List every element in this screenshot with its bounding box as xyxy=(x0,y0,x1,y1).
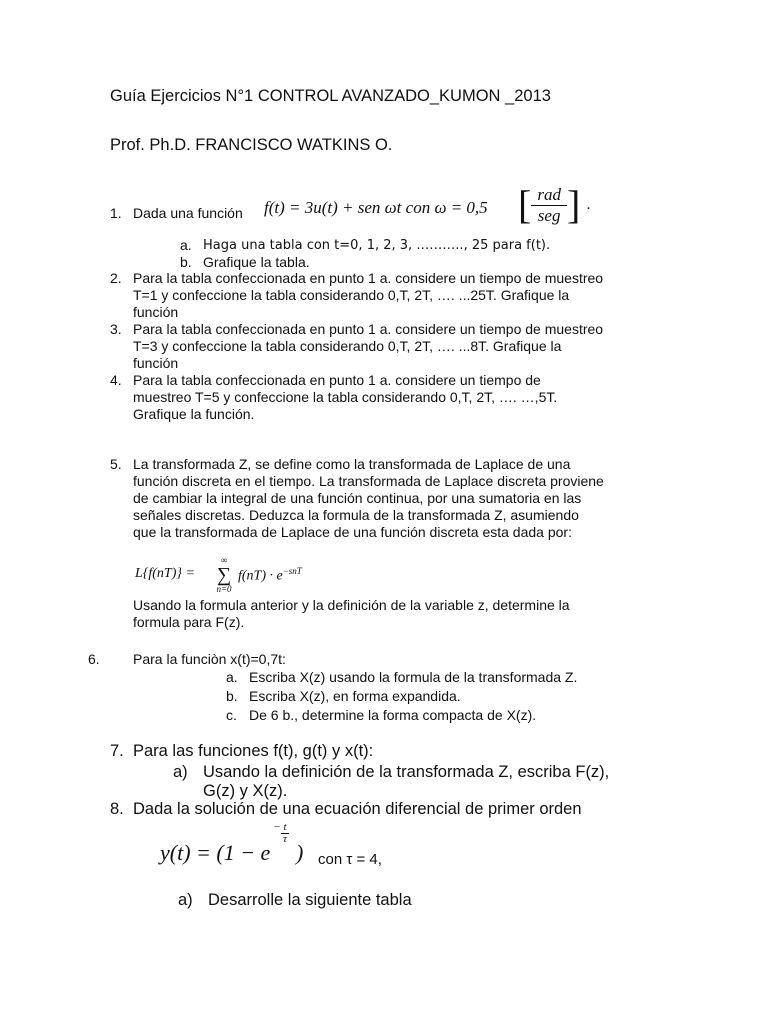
q2-text xyxy=(133,270,603,321)
q6-b-label: b. xyxy=(226,688,238,704)
q5-line: función discreta en el tiempo. La transformada de Laplace discreta proviene xyxy=(133,473,604,489)
q1-tail: . xyxy=(586,196,591,213)
left-bracket: [ xyxy=(518,182,532,227)
q5-after-text xyxy=(133,597,570,631)
q3-line: T=3 y confeccione la tabla considerando 0,T, 2T, …. ...8T. Grafique la xyxy=(133,338,562,354)
q8-con: con τ = 4, xyxy=(318,851,382,868)
q2-number: 2. xyxy=(110,270,122,286)
q8-exponent-fraction xyxy=(281,822,289,845)
document-author: Prof. Ph.D. FRANCISCO WATKINS O. xyxy=(110,136,393,154)
q5-after-line: formula para F(z). xyxy=(133,614,245,630)
q8-exp-numerator: t xyxy=(281,822,289,834)
q4-text xyxy=(133,372,557,423)
q8-a-text: Desarrolle la siguiente tabla xyxy=(208,891,412,909)
q7-a-line2: G(z) y X(z). xyxy=(203,782,288,800)
q4-number: 4. xyxy=(110,372,122,388)
laplace-rhs-body: f(nT) · e xyxy=(238,568,283,584)
q6-c-label: c. xyxy=(226,707,237,723)
q2-line: T=1 y confeccione la tabla considerando 0,T, 2T, …. ...25T. Grafique la xyxy=(133,287,570,303)
q2-line: Para la tabla confeccionada en punto 1 a. considere un tiempo de muestreo xyxy=(133,270,604,286)
q1-fraction xyxy=(518,180,591,230)
q7-number: 7. xyxy=(110,742,124,760)
laplace-lhs: L{f(nT)} = xyxy=(135,566,195,581)
q1-b-text: Grafique la tabla. xyxy=(203,254,310,270)
q5-line: de cambiar la integral de una función continua, por una sumatoria en las xyxy=(133,490,582,506)
q4-line: Para la tabla confeccionada en punto 1 a. considere un tiempo de xyxy=(133,372,541,388)
q3-line: Para la tabla confeccionada en punto 1 a. considere un tiempo de muestreo xyxy=(133,321,604,337)
q8-number: 8. xyxy=(110,800,124,818)
frac-numerator: rad xyxy=(531,185,567,206)
q3-line: función xyxy=(133,355,179,371)
sum-lower: n=0 xyxy=(216,584,232,594)
q1-formula: f(t) = 3u(t) + sen ωt con ω = 0,5 xyxy=(264,198,488,217)
q3-text xyxy=(133,321,603,372)
q3-number: 3. xyxy=(110,321,122,337)
q8-a-label: a) xyxy=(178,891,193,909)
q5-after-line: Usando la formula anterior y la definición de la variable z, determine la xyxy=(133,597,570,613)
q4-line: muestreo T=5 y confeccione la tabla considerando 0,T, 2T, …. …,5T. xyxy=(133,389,558,405)
q6-a-text: Escriba X(z) usando la formula de la transformada Z. xyxy=(249,669,578,685)
q6-b-text: Escriba X(z), en forma expandida. xyxy=(249,688,461,704)
q8-lead: Dada la solución de una ecuación diferencial de primer orden xyxy=(133,800,582,818)
q1-a-text: Haga una tabla con t=0, 1, 2, 3, ……….., 25 para f(t). xyxy=(203,238,551,253)
q5-line: La transformada Z, se define como la transformada de Laplace de una xyxy=(133,456,571,472)
q8-exponent-minus: − xyxy=(273,821,281,833)
q8-formula: y(t) = (1 − e xyxy=(160,840,271,865)
q6-number: 6. xyxy=(88,651,100,667)
q1-number: 1. xyxy=(110,205,122,221)
q7-a-line1: Usando la definición de la transformada Z, escriba F(z), xyxy=(203,763,610,781)
rad-over-seg xyxy=(531,185,567,226)
laplace-rhs-exponent: −snT xyxy=(282,566,302,576)
q6-lead: Para la funciòn x(t)=0,7t: xyxy=(133,651,286,667)
q5-text xyxy=(133,456,604,541)
q4-line: Grafique la función. xyxy=(133,406,255,422)
sum-icon: ∑ xyxy=(216,564,232,586)
q6-a-label: a. xyxy=(226,669,238,685)
frac-denominator: seg xyxy=(537,205,561,225)
q8-exp-denominator: τ xyxy=(283,833,287,845)
q5-number: 5. xyxy=(110,456,122,472)
q1-lead: Dada una función xyxy=(133,205,243,221)
q2-line: función xyxy=(133,304,179,320)
right-bracket: ] xyxy=(566,182,581,227)
q6-c-text: De 6 b., determine la forma compacta de X(z). xyxy=(249,707,537,723)
q1-a-label: a. xyxy=(180,237,192,253)
document-title: Guía Ejercicios N°1 CONTROL AVANZADO_KUMON _2013 xyxy=(110,87,551,105)
sum-upper: ∞ xyxy=(220,555,228,565)
q8-formula-close: ) xyxy=(296,840,304,865)
q7-lead: Para las funciones f(t), g(t) y x(t): xyxy=(133,742,374,760)
laplace-rhs xyxy=(238,566,302,585)
q5-line: señales discretas. Deduzca la formula de la transformada Z, asumiendo xyxy=(133,507,579,523)
q1-b-label: b. xyxy=(180,254,192,270)
q5-line: que la transformada de Laplace de una función discreta esta dada por: xyxy=(133,524,572,540)
summation xyxy=(212,556,236,594)
q7-a-label: a) xyxy=(173,763,188,781)
